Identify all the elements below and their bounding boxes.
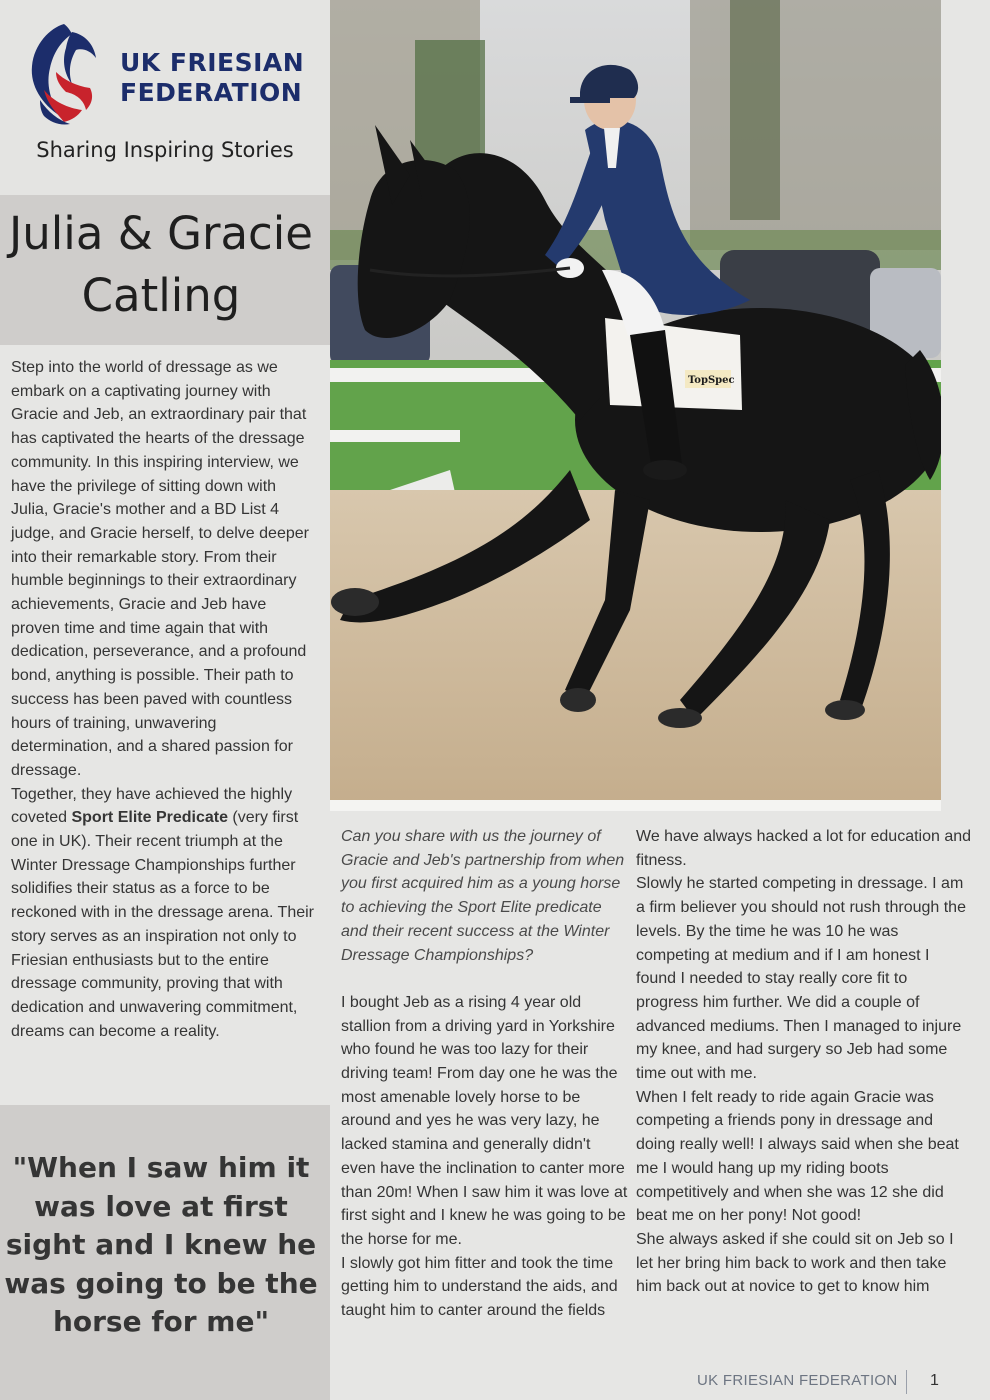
answer-paragraph: She always asked if she could sit on Jeb so I let her bring him back to work and then take him back out at novice to get to know him — [636, 1230, 954, 1296]
dressage-photo — [330, 0, 941, 811]
federation-logo-icon — [20, 20, 104, 128]
brand-line-1: UK FRIESIAN — [120, 48, 305, 77]
intro-bold-run: Sport Elite Predicate — [71, 809, 228, 827]
intro-text-run: Together, they have achieved the highly coveted — [11, 785, 293, 827]
page-number: 1 — [930, 1372, 939, 1389]
brand-name — [120, 48, 304, 108]
interview-question: Can you share with us the journey of Gracie and Jeb's partnership from when you first acquired him as a young horse to achieving the Sport Elite predicate and their recent success at the Winter Dressage Championships? — [341, 828, 625, 964]
pull-quote: "When I saw him it was love at first sight and I knew he was going to be the horse for me" — [4, 1151, 318, 1338]
article-title — [0, 203, 322, 327]
intro-paragraph-1: Step into the world of dressage as we embark on a captivating journey with Gracie and Jeb, an extraordinary pair that has captivated the hearts of the dressage community. In this inspiring interview, we have the privilege of sitting down with Julia, Gracie's mother and a BD List 4 judge, and Gracie herself, to delve deeper into their remarkable story. From their humble beginnings to their extraordinary achievements, Gracie and Jeb have proven time and time again that with dedication, perseverance, and a profound bond, anything is possible. Their path to success has been paved with countless hours of training, unwavering determination, and a shared passion for dressage. — [11, 359, 309, 779]
answer-paragraph: I bought Jeb as a rising 4 year old stallion from a driving yard in Yorkshire who found he was too lazy for their driving team! From day one he was the most amenable lovely horse to be around and yes he was very lazy, he lacked stamina and generally didn't even have the inclination to canter more than 20m! When I saw him it was love at first sight and I knew he was going to be the horse for me. — [341, 993, 628, 1248]
answer-paragraph: When I felt ready to ride again Gracie was competing a friends pony in dressage and doing really well! I always said when she beat me I would hang up my riding boots competitively and when she was 12 she did beat me on her pony! Not good! — [636, 1088, 959, 1225]
saddle-pad-logo: TopSpec — [688, 375, 735, 386]
pull-quote-band — [0, 1105, 330, 1400]
intro-text — [11, 356, 315, 1043]
intro-paragraph-2 — [11, 783, 315, 1044]
title-line-2: Catling — [81, 269, 241, 322]
brand-line-2: FEDERATION — [120, 78, 303, 107]
masthead — [0, 0, 330, 195]
tagline: Sharing Inspiring Stories — [36, 138, 294, 162]
interview-column-middle — [341, 825, 629, 1323]
intro-text-run: (very first one in UK). Their recent triumph at the Winter Dressage Championships further solidifies their status as a force to be reckoned with in the dressage arena. Their story serves as an inspiration not only to Friesian enthusiasts but to the entire dressage community, proving that with dedication and unwavering commitment, dreams can become a reality. — [11, 809, 314, 1040]
answer-paragraph: Slowly he started competing in dressage. I am a firm believer you should not rush through the levels. By the time he was 10 he was competing at medium and if I am honest I found I needed to stay really core fit to progress him further. We did a couple of advanced mediums. Then I managed to injure my knee, and had surgery so Jeb had some time out with me. — [636, 875, 966, 1083]
footer-divider — [906, 1370, 907, 1394]
answer-paragraph: We have always hacked a lot for education and fitness. — [636, 828, 972, 869]
dressage-photo-illustration — [330, 0, 941, 811]
answer-paragraph: I slowly got him fitter and took the time getting him to understand the aids, and taught him to canter around the fields — [341, 1254, 618, 1320]
title-band — [0, 195, 330, 345]
interview-column-right — [636, 825, 972, 1299]
title-line-1: Julia & Gracie — [9, 207, 313, 260]
footer-publication: UK FRIESIAN FEDERATION — [697, 1372, 898, 1389]
